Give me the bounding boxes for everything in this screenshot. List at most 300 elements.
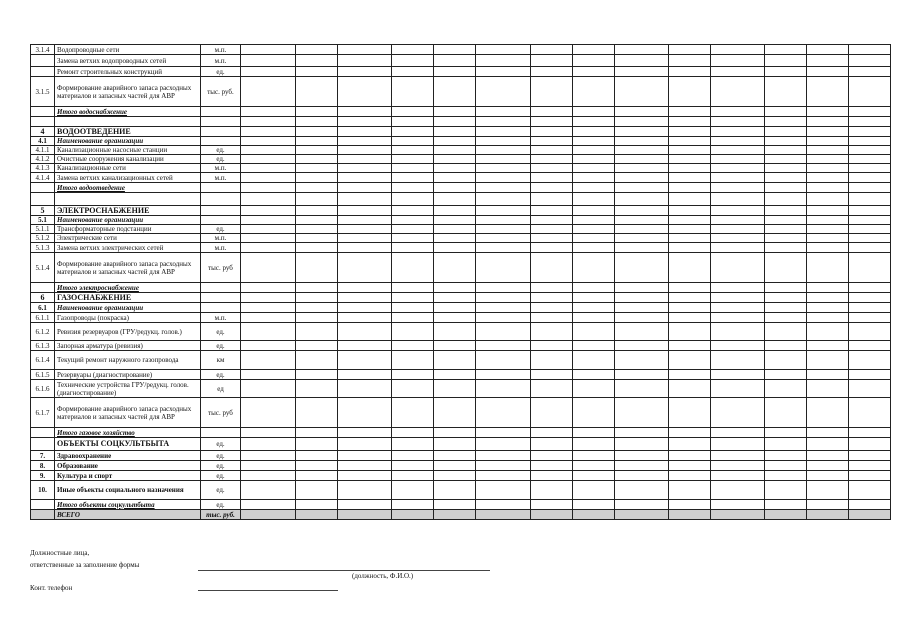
value-cell[interactable] xyxy=(573,428,615,438)
value-cell[interactable] xyxy=(476,313,531,323)
value-cell[interactable] xyxy=(296,370,338,380)
value-cell[interactable] xyxy=(476,146,531,155)
value-cell[interactable] xyxy=(476,253,531,283)
value-cell[interactable] xyxy=(849,481,891,500)
value-cell[interactable] xyxy=(807,428,849,438)
value-cell[interactable] xyxy=(296,313,338,323)
value-cell[interactable] xyxy=(807,155,849,164)
value-cell[interactable] xyxy=(476,107,531,117)
value-cell[interactable] xyxy=(573,216,615,225)
value-cell[interactable] xyxy=(392,351,434,370)
value-cell[interactable] xyxy=(241,146,296,155)
value-cell[interactable] xyxy=(241,500,296,510)
value-cell[interactable] xyxy=(531,380,573,398)
value-cell[interactable] xyxy=(807,164,849,173)
value-cell[interactable] xyxy=(434,173,476,183)
value-cell[interactable] xyxy=(296,216,338,225)
value-cell[interactable] xyxy=(615,206,669,216)
value-cell[interactable] xyxy=(765,173,807,183)
value-cell[interactable] xyxy=(434,500,476,510)
value-cell[interactable] xyxy=(807,323,849,341)
value-cell[interactable] xyxy=(476,428,531,438)
value-cell[interactable] xyxy=(241,127,296,137)
value-cell[interactable] xyxy=(296,55,338,67)
value-cell[interactable] xyxy=(531,510,573,520)
value-cell[interactable] xyxy=(476,481,531,500)
value-cell[interactable] xyxy=(807,55,849,67)
value-cell[interactable] xyxy=(296,146,338,155)
value-cell[interactable] xyxy=(531,428,573,438)
value-cell[interactable] xyxy=(669,67,711,77)
value-cell[interactable] xyxy=(849,193,891,206)
value-cell[interactable] xyxy=(531,243,573,253)
value-cell[interactable] xyxy=(669,117,711,127)
value-cell[interactable] xyxy=(615,510,669,520)
value-cell[interactable] xyxy=(765,67,807,77)
value-cell[interactable] xyxy=(392,234,434,243)
value-cell[interactable] xyxy=(711,127,765,137)
value-cell[interactable] xyxy=(573,173,615,183)
value-cell[interactable] xyxy=(573,193,615,206)
value-cell[interactable] xyxy=(765,225,807,234)
value-cell[interactable] xyxy=(615,234,669,243)
value-cell[interactable] xyxy=(338,137,392,146)
value-cell[interactable] xyxy=(338,451,392,461)
value-cell[interactable] xyxy=(765,253,807,283)
value-cell[interactable] xyxy=(392,500,434,510)
value-cell[interactable] xyxy=(476,234,531,243)
value-cell[interactable] xyxy=(296,398,338,428)
value-cell[interactable] xyxy=(338,461,392,471)
value-cell[interactable] xyxy=(531,137,573,146)
value-cell[interactable] xyxy=(531,193,573,206)
value-cell[interactable] xyxy=(573,164,615,173)
value-cell[interactable] xyxy=(392,481,434,500)
value-cell[interactable] xyxy=(296,193,338,206)
value-cell[interactable] xyxy=(531,323,573,341)
value-cell[interactable] xyxy=(338,341,392,351)
value-cell[interactable] xyxy=(531,500,573,510)
value-cell[interactable] xyxy=(241,341,296,351)
value-cell[interactable] xyxy=(711,253,765,283)
value-cell[interactable] xyxy=(241,117,296,127)
value-cell[interactable] xyxy=(392,461,434,471)
value-cell[interactable] xyxy=(476,283,531,293)
value-cell[interactable] xyxy=(807,313,849,323)
value-cell[interactable] xyxy=(765,500,807,510)
value-cell[interactable] xyxy=(765,283,807,293)
value-cell[interactable] xyxy=(669,137,711,146)
value-cell[interactable] xyxy=(615,164,669,173)
value-cell[interactable] xyxy=(434,146,476,155)
value-cell[interactable] xyxy=(476,438,531,451)
value-cell[interactable] xyxy=(573,117,615,127)
value-cell[interactable] xyxy=(392,164,434,173)
value-cell[interactable] xyxy=(434,471,476,481)
value-cell[interactable] xyxy=(573,155,615,164)
value-cell[interactable] xyxy=(573,225,615,234)
value-cell[interactable] xyxy=(765,510,807,520)
value-cell[interactable] xyxy=(711,428,765,438)
value-cell[interactable] xyxy=(807,471,849,481)
value-cell[interactable] xyxy=(434,225,476,234)
value-cell[interactable] xyxy=(849,428,891,438)
value-cell[interactable] xyxy=(573,398,615,428)
value-cell[interactable] xyxy=(296,155,338,164)
value-cell[interactable] xyxy=(765,428,807,438)
value-cell[interactable] xyxy=(669,323,711,341)
value-cell[interactable] xyxy=(807,398,849,428)
value-cell[interactable] xyxy=(476,293,531,303)
value-cell[interactable] xyxy=(241,55,296,67)
value-cell[interactable] xyxy=(434,341,476,351)
value-cell[interactable] xyxy=(434,77,476,107)
value-cell[interactable] xyxy=(434,137,476,146)
value-cell[interactable] xyxy=(392,155,434,164)
value-cell[interactable] xyxy=(476,243,531,253)
value-cell[interactable] xyxy=(669,398,711,428)
value-cell[interactable] xyxy=(531,173,573,183)
value-cell[interactable] xyxy=(434,481,476,500)
value-cell[interactable] xyxy=(531,438,573,451)
value-cell[interactable] xyxy=(849,67,891,77)
value-cell[interactable] xyxy=(338,293,392,303)
value-cell[interactable] xyxy=(241,155,296,164)
value-cell[interactable] xyxy=(392,193,434,206)
value-cell[interactable] xyxy=(392,313,434,323)
value-cell[interactable] xyxy=(711,313,765,323)
value-cell[interactable] xyxy=(434,193,476,206)
value-cell[interactable] xyxy=(807,341,849,351)
value-cell[interactable] xyxy=(615,155,669,164)
value-cell[interactable] xyxy=(531,55,573,67)
value-cell[interactable] xyxy=(531,303,573,313)
value-cell[interactable] xyxy=(765,471,807,481)
value-cell[interactable] xyxy=(338,313,392,323)
value-cell[interactable] xyxy=(807,481,849,500)
value-cell[interactable] xyxy=(392,225,434,234)
value-cell[interactable] xyxy=(807,127,849,137)
value-cell[interactable] xyxy=(296,341,338,351)
value-cell[interactable] xyxy=(765,398,807,428)
value-cell[interactable] xyxy=(296,183,338,193)
value-cell[interactable] xyxy=(615,293,669,303)
value-cell[interactable] xyxy=(615,127,669,137)
value-cell[interactable] xyxy=(669,283,711,293)
value-cell[interactable] xyxy=(807,303,849,313)
value-cell[interactable] xyxy=(711,234,765,243)
value-cell[interactable] xyxy=(241,45,296,55)
value-cell[interactable] xyxy=(849,146,891,155)
value-cell[interactable] xyxy=(615,461,669,471)
value-cell[interactable] xyxy=(849,253,891,283)
value-cell[interactable] xyxy=(392,323,434,341)
value-cell[interactable] xyxy=(807,500,849,510)
value-cell[interactable] xyxy=(669,461,711,471)
value-cell[interactable] xyxy=(615,481,669,500)
value-cell[interactable] xyxy=(338,481,392,500)
value-cell[interactable] xyxy=(531,451,573,461)
value-cell[interactable] xyxy=(849,461,891,471)
value-cell[interactable] xyxy=(711,293,765,303)
value-cell[interactable] xyxy=(615,253,669,283)
value-cell[interactable] xyxy=(476,55,531,67)
value-cell[interactable] xyxy=(711,323,765,341)
value-cell[interactable] xyxy=(241,398,296,428)
value-cell[interactable] xyxy=(615,137,669,146)
value-cell[interactable] xyxy=(807,451,849,461)
value-cell[interactable] xyxy=(615,283,669,293)
value-cell[interactable] xyxy=(476,500,531,510)
value-cell[interactable] xyxy=(807,146,849,155)
value-cell[interactable] xyxy=(338,216,392,225)
value-cell[interactable] xyxy=(615,351,669,370)
value-cell[interactable] xyxy=(338,107,392,117)
value-cell[interactable] xyxy=(573,127,615,137)
value-cell[interactable] xyxy=(338,283,392,293)
value-cell[interactable] xyxy=(296,461,338,471)
value-cell[interactable] xyxy=(392,253,434,283)
value-cell[interactable] xyxy=(711,380,765,398)
value-cell[interactable] xyxy=(296,107,338,117)
value-cell[interactable] xyxy=(711,173,765,183)
value-cell[interactable] xyxy=(669,55,711,67)
value-cell[interactable] xyxy=(849,510,891,520)
value-cell[interactable] xyxy=(711,137,765,146)
value-cell[interactable] xyxy=(849,351,891,370)
value-cell[interactable] xyxy=(807,107,849,117)
value-cell[interactable] xyxy=(573,253,615,283)
value-cell[interactable] xyxy=(669,146,711,155)
value-cell[interactable] xyxy=(849,155,891,164)
value-cell[interactable] xyxy=(711,500,765,510)
value-cell[interactable] xyxy=(338,206,392,216)
value-cell[interactable] xyxy=(711,67,765,77)
value-cell[interactable] xyxy=(531,155,573,164)
value-cell[interactable] xyxy=(434,303,476,313)
value-cell[interactable] xyxy=(765,234,807,243)
value-cell[interactable] xyxy=(338,117,392,127)
value-cell[interactable] xyxy=(476,323,531,341)
value-cell[interactable] xyxy=(807,67,849,77)
value-cell[interactable] xyxy=(849,303,891,313)
value-cell[interactable] xyxy=(807,438,849,451)
value-cell[interactable] xyxy=(531,216,573,225)
value-cell[interactable] xyxy=(434,283,476,293)
value-cell[interactable] xyxy=(615,216,669,225)
value-cell[interactable] xyxy=(296,137,338,146)
value-cell[interactable] xyxy=(476,471,531,481)
value-cell[interactable] xyxy=(476,127,531,137)
value-cell[interactable] xyxy=(765,438,807,451)
value-cell[interactable] xyxy=(615,303,669,313)
value-cell[interactable] xyxy=(765,481,807,500)
value-cell[interactable] xyxy=(338,471,392,481)
value-cell[interactable] xyxy=(807,370,849,380)
value-cell[interactable] xyxy=(615,313,669,323)
value-cell[interactable] xyxy=(615,471,669,481)
value-cell[interactable] xyxy=(849,341,891,351)
value-cell[interactable] xyxy=(338,164,392,173)
value-cell[interactable] xyxy=(573,510,615,520)
value-cell[interactable] xyxy=(434,183,476,193)
value-cell[interactable] xyxy=(765,107,807,117)
value-cell[interactable] xyxy=(476,398,531,428)
value-cell[interactable] xyxy=(392,55,434,67)
value-cell[interactable] xyxy=(296,323,338,341)
value-cell[interactable] xyxy=(392,146,434,155)
value-cell[interactable] xyxy=(434,164,476,173)
value-cell[interactable] xyxy=(807,461,849,471)
value-cell[interactable] xyxy=(669,243,711,253)
value-cell[interactable] xyxy=(531,253,573,283)
value-cell[interactable] xyxy=(476,351,531,370)
value-cell[interactable] xyxy=(711,370,765,380)
value-cell[interactable] xyxy=(711,146,765,155)
value-cell[interactable] xyxy=(476,183,531,193)
value-cell[interactable] xyxy=(765,293,807,303)
value-cell[interactable] xyxy=(669,45,711,55)
value-cell[interactable] xyxy=(765,127,807,137)
value-cell[interactable] xyxy=(434,510,476,520)
value-cell[interactable] xyxy=(296,45,338,55)
value-cell[interactable] xyxy=(434,323,476,341)
value-cell[interactable] xyxy=(573,45,615,55)
value-cell[interactable] xyxy=(531,471,573,481)
value-cell[interactable] xyxy=(669,313,711,323)
value-cell[interactable] xyxy=(241,293,296,303)
value-cell[interactable] xyxy=(765,45,807,55)
value-cell[interactable] xyxy=(434,451,476,461)
value-cell[interactable] xyxy=(296,77,338,107)
value-cell[interactable] xyxy=(296,67,338,77)
value-cell[interactable] xyxy=(531,283,573,293)
value-cell[interactable] xyxy=(531,351,573,370)
value-cell[interactable] xyxy=(531,45,573,55)
value-cell[interactable] xyxy=(434,461,476,471)
value-cell[interactable] xyxy=(531,313,573,323)
value-cell[interactable] xyxy=(807,380,849,398)
value-cell[interactable] xyxy=(392,117,434,127)
value-cell[interactable] xyxy=(392,380,434,398)
value-cell[interactable] xyxy=(476,173,531,183)
value-cell[interactable] xyxy=(434,293,476,303)
value-cell[interactable] xyxy=(531,67,573,77)
value-cell[interactable] xyxy=(296,351,338,370)
value-cell[interactable] xyxy=(476,510,531,520)
value-cell[interactable] xyxy=(711,193,765,206)
value-cell[interactable] xyxy=(241,380,296,398)
value-cell[interactable] xyxy=(807,243,849,253)
value-cell[interactable] xyxy=(296,243,338,253)
value-cell[interactable] xyxy=(241,243,296,253)
value-cell[interactable] xyxy=(849,323,891,341)
value-cell[interactable] xyxy=(392,510,434,520)
value-cell[interactable] xyxy=(338,303,392,313)
value-cell[interactable] xyxy=(476,137,531,146)
value-cell[interactable] xyxy=(392,67,434,77)
value-cell[interactable] xyxy=(807,45,849,55)
value-cell[interactable] xyxy=(573,471,615,481)
value-cell[interactable] xyxy=(338,253,392,283)
value-cell[interactable] xyxy=(711,351,765,370)
value-cell[interactable] xyxy=(531,341,573,351)
value-cell[interactable] xyxy=(765,117,807,127)
value-cell[interactable] xyxy=(849,173,891,183)
value-cell[interactable] xyxy=(241,438,296,451)
value-cell[interactable] xyxy=(296,481,338,500)
value-cell[interactable] xyxy=(765,206,807,216)
value-cell[interactable] xyxy=(669,107,711,117)
value-cell[interactable] xyxy=(807,293,849,303)
value-cell[interactable] xyxy=(392,438,434,451)
value-cell[interactable] xyxy=(849,107,891,117)
value-cell[interactable] xyxy=(669,127,711,137)
value-cell[interactable] xyxy=(392,137,434,146)
value-cell[interactable] xyxy=(849,206,891,216)
value-cell[interactable] xyxy=(849,45,891,55)
value-cell[interactable] xyxy=(338,55,392,67)
value-cell[interactable] xyxy=(338,351,392,370)
value-cell[interactable] xyxy=(669,234,711,243)
value-cell[interactable] xyxy=(615,146,669,155)
value-cell[interactable] xyxy=(615,438,669,451)
value-cell[interactable] xyxy=(615,55,669,67)
value-cell[interactable] xyxy=(765,55,807,67)
value-cell[interactable] xyxy=(573,234,615,243)
value-cell[interactable] xyxy=(392,216,434,225)
value-cell[interactable] xyxy=(615,77,669,107)
value-cell[interactable] xyxy=(669,451,711,461)
value-cell[interactable] xyxy=(434,107,476,117)
value-cell[interactable] xyxy=(765,380,807,398)
value-cell[interactable] xyxy=(392,293,434,303)
value-cell[interactable] xyxy=(434,370,476,380)
value-cell[interactable] xyxy=(392,303,434,313)
value-cell[interactable] xyxy=(531,293,573,303)
value-cell[interactable] xyxy=(241,183,296,193)
value-cell[interactable] xyxy=(849,380,891,398)
value-cell[interactable] xyxy=(476,117,531,127)
value-cell[interactable] xyxy=(392,283,434,293)
value-cell[interactable] xyxy=(849,398,891,428)
value-cell[interactable] xyxy=(241,351,296,370)
value-cell[interactable] xyxy=(241,173,296,183)
value-cell[interactable] xyxy=(849,55,891,67)
value-cell[interactable] xyxy=(807,193,849,206)
value-cell[interactable] xyxy=(711,481,765,500)
value-cell[interactable] xyxy=(241,67,296,77)
value-cell[interactable] xyxy=(573,67,615,77)
value-cell[interactable] xyxy=(669,216,711,225)
value-cell[interactable] xyxy=(531,398,573,428)
value-cell[interactable] xyxy=(434,155,476,164)
value-cell[interactable] xyxy=(241,137,296,146)
value-cell[interactable] xyxy=(392,428,434,438)
value-cell[interactable] xyxy=(434,351,476,370)
value-cell[interactable] xyxy=(476,67,531,77)
value-cell[interactable] xyxy=(849,293,891,303)
value-cell[interactable] xyxy=(711,341,765,351)
value-cell[interactable] xyxy=(765,155,807,164)
value-cell[interactable] xyxy=(615,380,669,398)
value-cell[interactable] xyxy=(615,398,669,428)
value-cell[interactable] xyxy=(296,206,338,216)
value-cell[interactable] xyxy=(392,77,434,107)
value-cell[interactable] xyxy=(392,451,434,461)
value-cell[interactable] xyxy=(669,155,711,164)
value-cell[interactable] xyxy=(765,146,807,155)
